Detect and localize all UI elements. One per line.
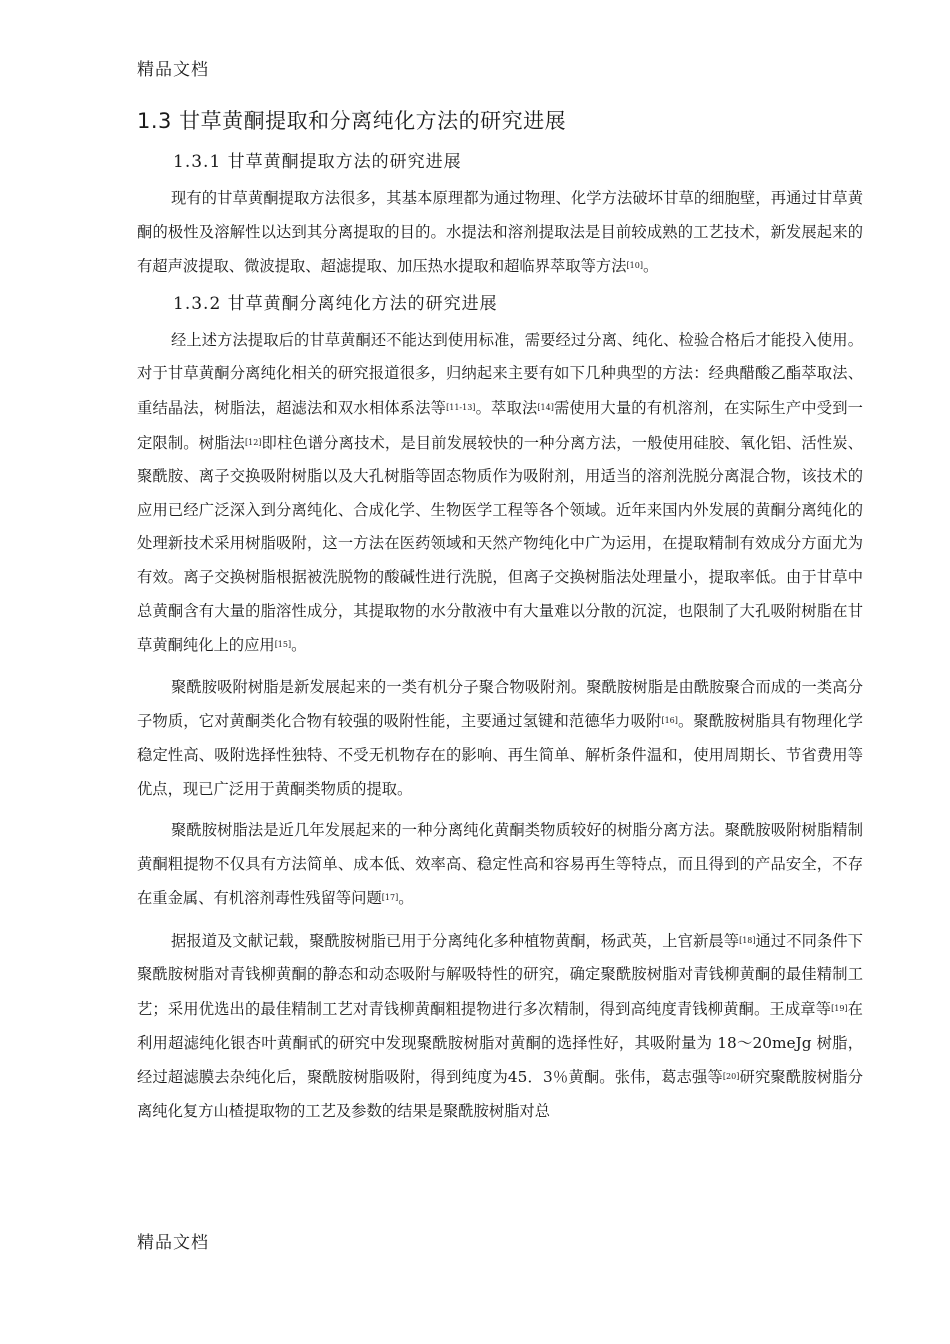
citation-marker: [10] — [626, 261, 643, 271]
page-footer: 精品文档 — [137, 1233, 209, 1253]
paragraph-text: 聚酰胺吸附树脂是新发展起来的一类有机分子聚合物吸附剂。聚酰胺树脂是由酰胺聚合而成的一类高分子物质，它对黄酮类化合物有较强的吸附性能，主要通过氢键和范德华力吸附 — [137, 677, 863, 731]
citation-marker: [17] — [381, 893, 399, 903]
paragraph-text: 。 — [642, 257, 659, 276]
paragraph-text: 。萃取法 — [475, 398, 538, 417]
citation-marker: [18] — [739, 935, 756, 945]
paragraph-text: 。 — [398, 889, 414, 908]
paragraph-2 — [137, 324, 863, 663]
paragraph-text: 现有的甘草黄酮提取方法很多，其基本原理都为通过物理、化学方法破坏甘草的细胞壁，再通过甘草黄酮的极性及溶解性以达到其分离提取的目的。水提法和溶剂提取法是目前较成熟的工艺技术，新发展起来的有超声波提取、微波提取、超滤提取、加压热水提取和超临界萃取等方法 — [137, 189, 863, 276]
paragraph-text: 经上述方法提取后的甘草黄酮还不能达到使用标准，需要经过分离、纯化、检验合格后才能投入使用。对于甘草黄酮分离纯化相关的研究报道很多，归纳起来主要有如下几种典型的方法：经典醋酸乙酯萃取法、重结晶法，树脂法，超滤法和双水相体系法等 — [137, 330, 863, 417]
citation-marker: [16] — [661, 716, 678, 726]
paragraph-text: 即柱色谱分离技术，是目前发展较快的一种分离方法，一般使用硅胶、氧化铝、活性炭、聚酰胺、离子交换吸附树脂以及大孔树脂等固态物质作为吸附剂，用适当的溶剂洗脱分离混合物，该技术的应用已经广泛深入到分离纯化、合成化学、生物医学工程等各个领域。近年来国内外发展的黄酮分离纯化的处理新技术采用树脂吸附，这一方法在医药领域和天然产物纯化中广为运用，在提取精制有效成分方面尤为有效。离子交换树脂根据被洗脱物的酸碱性进行洗脱，但离子交换树脂法处理量小，提取率低。由于甘草中总黄酮含有大量的脂溶性成分，其提取物的水分散液中有大量难以分散的沉淀，也限制了大孔吸附树脂在甘草黄酮纯化上的应用 — [137, 433, 863, 655]
subsection-title-2: 1.3.2 甘草黄酮分离纯化方法的研究进展 — [173, 293, 498, 314]
citation-marker: [20] — [722, 1072, 740, 1082]
paragraph-text: 聚酰胺树脂法是近几年发展起来的一种分离纯化黄酮类物质较好的树脂分离方法。聚酰胺吸附树脂精制黄酮粗提物不仅具有方法简单、成本低、效率高、稳定性高和容易再生等特点，而且得到的产品安全，不存在重金属、有机溶剂毒性残留等问题 — [137, 821, 863, 908]
paragraph-text: 据报道及文献记载，聚酰胺树脂已用于分离纯化多种植物黄酮，杨武英，上官新晨等 — [171, 931, 740, 950]
paragraph-5 — [137, 924, 863, 1129]
citation-marker: [19] — [831, 1004, 848, 1014]
page-content — [137, 104, 863, 1128]
section-title: 1.3 甘草黄酮提取和分离纯化方法的研究进展 — [137, 109, 567, 133]
page-header: 精品文档 — [137, 60, 209, 80]
paragraph-text: 研究聚酰胺树脂分离纯化复方山楂提取物的工艺及参数的结果是聚酰胺树脂对总 — [137, 1068, 863, 1120]
paragraph-3 — [137, 671, 863, 806]
paragraph-text: 通过不同条件下聚酰胺树脂对青钱柳黄酮的静态和动态吸附与解吸特性的研究，确定聚酰胺树脂对青钱柳黄酮的最佳精制工艺；采用优选出的最佳精制工艺对青钱柳黄酮粗提物进行多次精制，得到高纯度青钱柳黄酮。王成章等 — [137, 931, 863, 1019]
citation-marker: [14] — [537, 402, 554, 412]
paragraph-text: 在利用超滤纯化银杏叶黄酮甙的研究中发现聚酰胺树脂对黄酮的选择性好，其吸附量为 18～20meJg 树脂，经过超滤膜去杂纯化后，聚酰胺树脂吸附，得到纯度为45．3％黄酮。张伟，葛志强等 — [137, 1000, 863, 1087]
paragraph-text: 。 — [291, 636, 307, 655]
citation-marker: [11-13] — [446, 402, 476, 412]
paragraph-4 — [137, 814, 863, 916]
paragraph-text: 需使用大量的有机溶剂，在实际生产中受到一定限制。树脂法 — [137, 398, 863, 452]
citation-marker: [15] — [274, 640, 292, 650]
paragraph-1 — [137, 182, 863, 284]
paragraph-text: 。聚酰胺树脂具有物理化学稳定性高、吸附选择性独特、不受无机物存在的影响、再生简单、解析条件温和，使用周期长、节省费用等优点，现已广泛用于黄酮类物质的提取。 — [137, 712, 863, 798]
subsection-title-1: 1.3.1 甘草黄酮提取方法的研究进展 — [173, 152, 462, 172]
citation-marker: [12] — [244, 437, 262, 447]
